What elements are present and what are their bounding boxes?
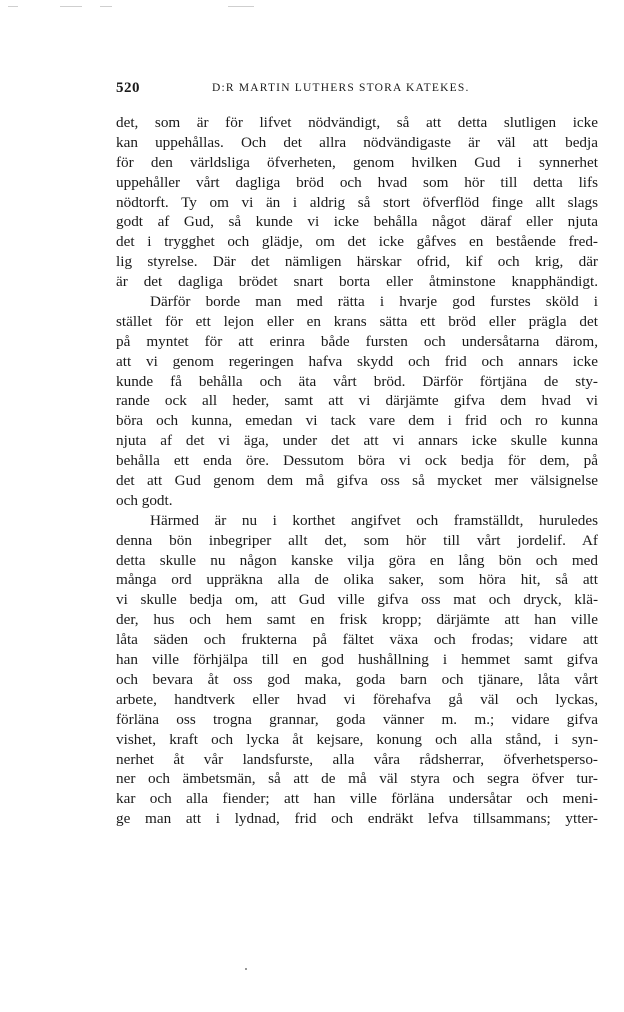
text-line: Härmed är nu i korthet angifvet och framställdt, huruledes [150,511,598,529]
text-line: arbete, handtverk eller hvad vi förehafva gå väl och lyckas, [116,690,598,708]
text-line: ge man att i lydnad, frid och endräkt lefva tillsammans; ytter- [116,810,598,828]
text-line: förläna oss trogna grannar, goda vänner m. m.; vidare gifva [116,710,598,728]
text-line: och bevara åt oss god maka, goda barn och tjänare, låta vårt [116,670,598,688]
text-line: rande ock all heder, samt att vi därjämte gifva dem hvad vi [116,392,598,410]
text-line: han ville förhjälpa till en god hushållning i hemmet samt gifva [116,651,598,669]
text-line: uppehåller vårt dagliga bröd och hvad som hör till detta lifs [116,173,598,191]
text-line: böra och kunna, emedan vi tack vare dem i frid och ro kunna [116,412,598,430]
text-line: kan uppehållas. Och det allra nödvändigaste är väl att bedja [116,133,598,151]
text-line: är det dagliga brödet snart borta eller åtminstone knapphändigt. [116,273,598,291]
text-line: och godt. [116,491,173,509]
text-line: njuta af det vi äga, under det att vi annars icke skulle kunna [116,432,598,450]
text-line: det att Gud genom dem må gifva oss så mycket mer välsignelse [116,472,598,490]
text-line: för den världsliga öfverheten, genom hvilken Gud i synnerhet [116,153,598,171]
text-line: denna bön inbegriper allt det, som hör till vårt jordelif. Af [116,531,598,549]
text-line: vishet, kraft och lycka åt kejsare, konung och alla stånd, i syn- [116,730,598,748]
text-line: nödtorft. Ty om vi än i aldrig så stort öfverflöd finge allt slags [116,193,598,211]
text-line: på myntet för att erinra både fursten och undersåtarna därom, [116,332,598,350]
paper-speck [245,968,247,970]
text-line: stället för ett lejon eller en krans sätta ett bröd eller prägla det [116,312,598,330]
text-line: behålla ett enda öre. Dessutom böra vi ock bedja för dem, på [116,452,598,470]
text-line: kar och alla fiender; att han ville förläna undersåtar och meni- [116,790,598,808]
scan-edge-marks [0,6,270,12]
text-line: det, som är för lifvet nödvändigt, så att detta slutligen icke [116,114,598,131]
text-line: många ord uppräkna alla de olika saker, som höra hit, så att [116,571,598,589]
text-line: vi skulle bedja om, att Gud ville gifva oss mat och dryck, klä- [116,591,598,609]
text-line: der, hus och hem samt en frisk kropp; därjämte att han ville [116,611,598,629]
text-line: godt af Gud, så kunde vi icke behålla något däraf eller njuta [116,213,598,231]
text-line: Därför borde man med rätta i hvarje god furstes sköld i [150,293,598,311]
body-text [116,113,598,829]
text-line: det i trygghet och glädje, om det icke gåfves en bestående fred- [116,233,598,251]
text-line: låta säden och frukterna på fältet växa och frodas; vidare att [116,631,598,649]
page-number: 520 [116,80,140,96]
running-title: D:R MARTIN LUTHERS STORA KATEKES. [212,82,470,94]
text-line: ner och ämbetsmän, så att de må väl styra och segra öfver tur- [116,770,598,788]
text-line: lig styrelse. Där det nämligen härskar ofrid, kif och krig, där [116,253,598,271]
text-line: nerhet åt vår landsfurste, alla våra rådsherrar, öfverhetsperso- [116,750,598,768]
text-line: att vi genom regeringen hafva skydd och frid och annars icke [116,352,598,370]
running-head [116,80,598,100]
text-line: kunde få behålla och äta vårt bröd. Därför förtjäna de sty- [116,372,598,390]
text-line: detta skulle nu någon kanske vilja göra en lång bön och med [116,551,598,569]
